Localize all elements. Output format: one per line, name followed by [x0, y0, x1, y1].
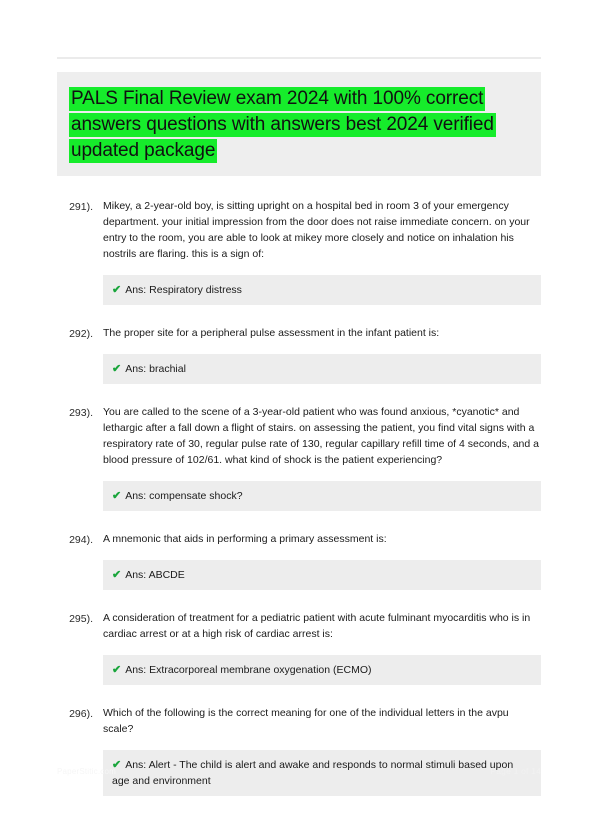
question-text: You are called to the scene of a 3-year-old patient who was found anxious, *cyanotic* and lethargic after a fall down a flight of stairs. on assessing the patient, you find vital signs with a respiratory rate of 30, regular pulse rate of 130, regular capillary refill time of 4 seconds, and a blood pressure of 102/61. what kind of shock is the patient experiencing? — [103, 406, 539, 466]
check-icon: ✔ — [112, 284, 122, 296]
question-body — [103, 705, 541, 796]
answer-block — [103, 655, 541, 685]
page-footer — [57, 766, 541, 776]
answer-text: Ans: compensate shock? — [125, 490, 243, 502]
question-number: 296). — [69, 708, 93, 720]
question-number: 292). — [69, 328, 93, 340]
header-divider — [57, 57, 541, 59]
question-text: Mikey, a 2-year-old boy, is sitting upright on a hospital bed in room 3 of your emergency department. your initial impression from the door does not raise immediate concern. on your entry to the room, you are able to look at mikey more closely and notice on inhalation his nostrils are flaring. this is a sign of: — [103, 200, 530, 260]
answer-block — [103, 560, 541, 590]
answer-text: Ans: Respiratory distress — [125, 284, 242, 296]
question-text: Which of the following is the correct meaning for one of the individual letters in the avpu scale? — [103, 707, 509, 735]
answer-block — [103, 354, 541, 384]
question-item-291 — [57, 198, 541, 305]
question-item-292 — [57, 325, 541, 384]
question-item-293 — [57, 404, 541, 511]
page-content — [57, 72, 541, 816]
question-item-294 — [57, 531, 541, 590]
answer-text: Ans: ABCDE — [125, 569, 185, 581]
page-title-text: PALS Final Review exam 2024 with 100% correct answers questions with answers best 2024 verified updated package — [71, 88, 494, 161]
answer-block — [103, 275, 541, 305]
question-text: A consideration of treatment for a pediatric patient with acute fulminant myocarditis who is in cardiac arrest or at a high risk of cardiac arrest is: — [103, 612, 531, 640]
check-icon: ✔ — [112, 490, 122, 502]
question-item-295 — [57, 610, 541, 685]
question-number: 293). — [69, 407, 93, 419]
answer-text: Ans: brachial — [125, 363, 186, 375]
question-text: A mnemonic that aids in performing a primary assessment is: — [103, 533, 387, 545]
page-number: Page 1 of 14 — [490, 766, 541, 776]
watermark-text: PaperStitic.com — [57, 766, 117, 776]
question-number: 295). — [69, 613, 93, 625]
page-title — [69, 86, 529, 164]
question-number: 294). — [69, 534, 93, 546]
check-icon: ✔ — [112, 363, 122, 375]
question-list — [57, 198, 541, 796]
check-icon: ✔ — [112, 664, 122, 676]
question-body — [103, 325, 541, 384]
question-number: 291). — [69, 201, 93, 213]
question-body — [103, 198, 541, 305]
check-icon: ✔ — [112, 569, 122, 581]
answer-text: Ans: Extracorporeal membrane oxygenation (ECMO) — [125, 664, 372, 676]
answer-text: Ans: Alert - The child is alert and awake and responds to normal stimuli based upon age and environment — [112, 759, 514, 787]
question-body — [103, 610, 541, 685]
question-item-296 — [57, 705, 541, 796]
answer-block — [103, 481, 541, 511]
question-body — [103, 404, 541, 511]
check-icon: ✔ — [112, 759, 122, 771]
title-block — [57, 72, 541, 176]
question-body — [103, 531, 541, 590]
question-text: The proper site for a peripheral pulse assessment in the infant patient is: — [103, 327, 440, 339]
